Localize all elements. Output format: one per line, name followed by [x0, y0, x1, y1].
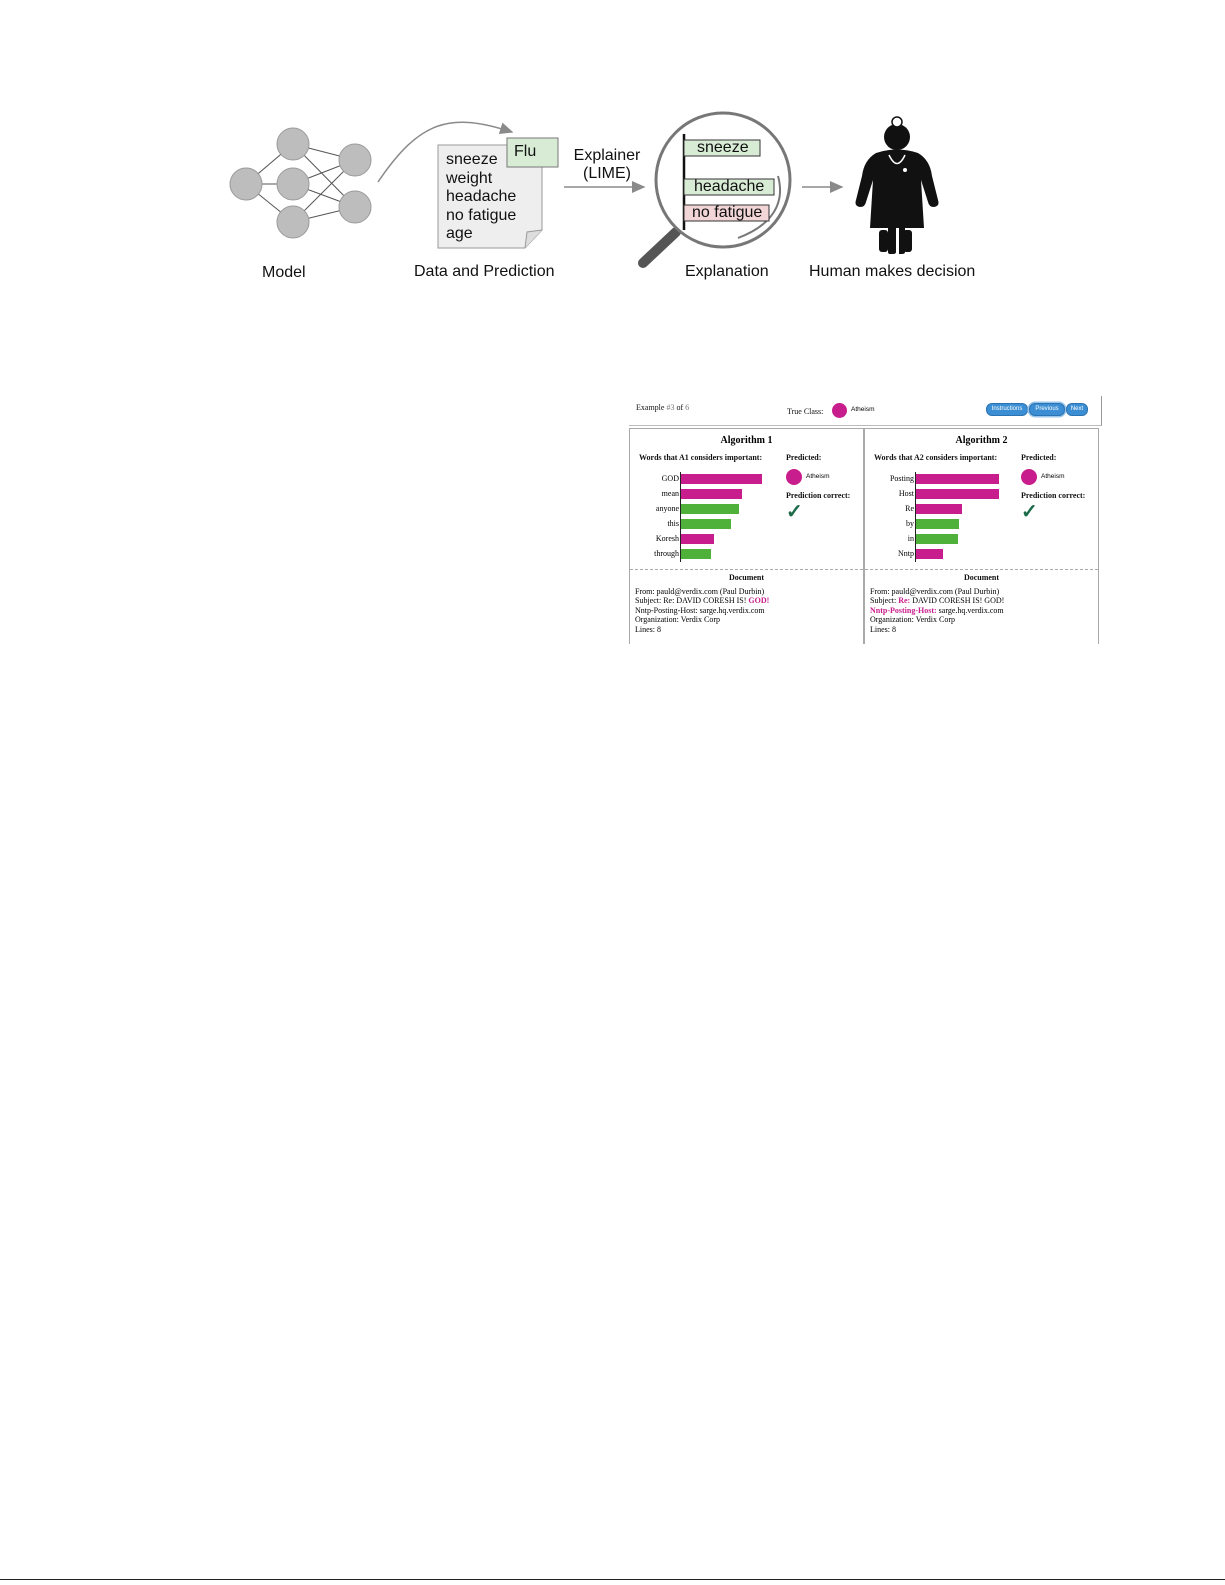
- document-text-segment: From: pauld@verdix.com (Paul Durbin): [870, 587, 1000, 596]
- predicted-value: Atheism: [1041, 473, 1065, 480]
- algorithm-comparison-ui: [629, 396, 1103, 644]
- feature-item: headache: [446, 188, 517, 205]
- example-total: 6: [685, 403, 690, 412]
- word-label: mean: [661, 489, 679, 498]
- predicted-value: Atheism: [806, 473, 830, 480]
- word-importance-bar: [681, 489, 742, 499]
- check-icon: ✓: [1021, 501, 1038, 523]
- panel-divider: [865, 569, 1098, 570]
- document-text-segment: DAVID CORESH IS! GOD!: [910, 596, 1005, 606]
- feature-item: age: [446, 225, 473, 242]
- document-text-segment: Organization: Verdix Corp: [870, 615, 956, 625]
- words-heading: Words that A2 considers important:: [874, 453, 998, 462]
- word-importance-bar: [916, 489, 999, 499]
- document-heading: Document: [728, 573, 765, 582]
- previous-button[interactable]: Previous: [1029, 403, 1065, 416]
- word-label: through: [654, 549, 679, 558]
- document-line: [870, 596, 1004, 605]
- correct-heading: Prediction correct:: [1021, 491, 1086, 500]
- word-label: GOD: [661, 474, 679, 483]
- word-importance-bar: [916, 519, 959, 529]
- word-label: Host: [898, 489, 914, 498]
- feature-item: sneeze: [446, 151, 498, 168]
- example-prefix: Example: [636, 403, 667, 412]
- predicted-class-dot: [786, 469, 802, 485]
- panel-title: Algorithm 1: [720, 435, 773, 446]
- true-class-value: Atheism: [851, 406, 875, 413]
- word-importance-bar: [681, 504, 739, 514]
- human-caption: Human makes decision: [809, 263, 976, 280]
- predicted-heading: Predicted:: [786, 453, 822, 462]
- explanation-bar-label: sneeze: [697, 139, 749, 156]
- document-text-segment: From: pauld@verdix.com (Paul Durbin): [635, 587, 765, 596]
- true-class-label: True Class:: [787, 407, 824, 416]
- example-number: #3: [666, 403, 675, 412]
- word-importance-bar: [681, 474, 762, 484]
- neural-network-icon: [230, 128, 371, 238]
- explanation-bar-label: headache: [694, 178, 765, 195]
- document-text-segment: Subject: Re: DAVID CORESH IS!: [635, 596, 749, 606]
- example-of: of: [674, 403, 686, 412]
- example-counter: [636, 403, 689, 412]
- panel-title: Algorithm 2: [955, 435, 1008, 446]
- document-line: [870, 587, 999, 596]
- word-importance-bar: [916, 474, 999, 484]
- document-line: [635, 606, 765, 615]
- panel-divider: [630, 569, 863, 570]
- feature-list: [446, 151, 516, 244]
- algorithm-1-panel: [629, 428, 864, 644]
- instructions-button[interactable]: Instructions: [986, 403, 1028, 416]
- highlighted-word: GOD!: [748, 596, 770, 606]
- word-label: by: [906, 519, 914, 528]
- ui-header: [629, 396, 1102, 426]
- highlighted-word: Nntp-Posting-Host:: [870, 605, 937, 615]
- document-text-segment: Lines: 8: [635, 624, 661, 634]
- word-importance-bar: [916, 534, 958, 544]
- word-importance-bar: [681, 549, 711, 559]
- document-text-segment: sarge.hq.verdix.com: [936, 605, 1004, 615]
- word-label: Nntp: [898, 549, 914, 558]
- check-icon: ✓: [786, 501, 803, 523]
- document-heading: Document: [963, 573, 1000, 582]
- lime-pipeline-figure: [0, 0, 1225, 300]
- document-text-segment: Organization: Verdix Corp: [635, 615, 721, 625]
- doctor-icon: [856, 117, 939, 254]
- explainer-line-1: Explainer: [573, 147, 641, 164]
- explainer-label: [566, 147, 648, 183]
- page-bottom-rule: [0, 1579, 1225, 1580]
- words-heading: Words that A1 considers important:: [639, 453, 763, 462]
- word-label: anyone: [655, 504, 679, 513]
- document-text-segment: Nntp-Posting-Host: sarge.hq.verdix.com: [635, 605, 765, 615]
- word-importance-bar: [681, 534, 714, 544]
- word-label: Re: [905, 504, 914, 513]
- document-line: [635, 615, 720, 624]
- feature-item: weight: [446, 169, 493, 187]
- next-button[interactable]: Next: [1066, 403, 1088, 416]
- correct-heading: Prediction correct:: [786, 491, 851, 500]
- document-text-segment: Subject:: [870, 596, 899, 606]
- prediction-label: Flu: [514, 143, 537, 160]
- document-line: [635, 587, 764, 596]
- highlighted-word: Re:: [898, 596, 911, 606]
- document-text-segment: Lines: 8: [870, 624, 896, 634]
- word-importance-bar: [916, 504, 962, 514]
- word-label: in: [907, 534, 914, 543]
- document-line: [870, 615, 955, 624]
- algorithm-2-panel: [864, 428, 1099, 644]
- explainer-line-2: (LIME): [583, 165, 631, 182]
- word-label: this: [667, 519, 679, 528]
- predicted-class-dot: [1021, 469, 1037, 485]
- word-label: Koresh: [655, 534, 679, 543]
- true-class-color-dot: [832, 403, 847, 418]
- word-label: Posting: [889, 474, 914, 483]
- word-importance-bar: [681, 519, 731, 529]
- explanation-bar-label: no fatigue: [692, 204, 763, 221]
- document-line: [870, 625, 896, 634]
- predicted-heading: Predicted:: [1021, 453, 1057, 462]
- document-line: [870, 606, 1004, 615]
- document-line: [635, 625, 661, 634]
- model-caption: Model: [262, 264, 306, 281]
- explanation-caption: Explanation: [685, 263, 769, 280]
- document-line: [635, 596, 769, 605]
- data-prediction-caption: Data and Prediction: [414, 263, 555, 280]
- feature-item: no fatigue: [446, 206, 517, 224]
- word-importance-bar: [916, 549, 943, 559]
